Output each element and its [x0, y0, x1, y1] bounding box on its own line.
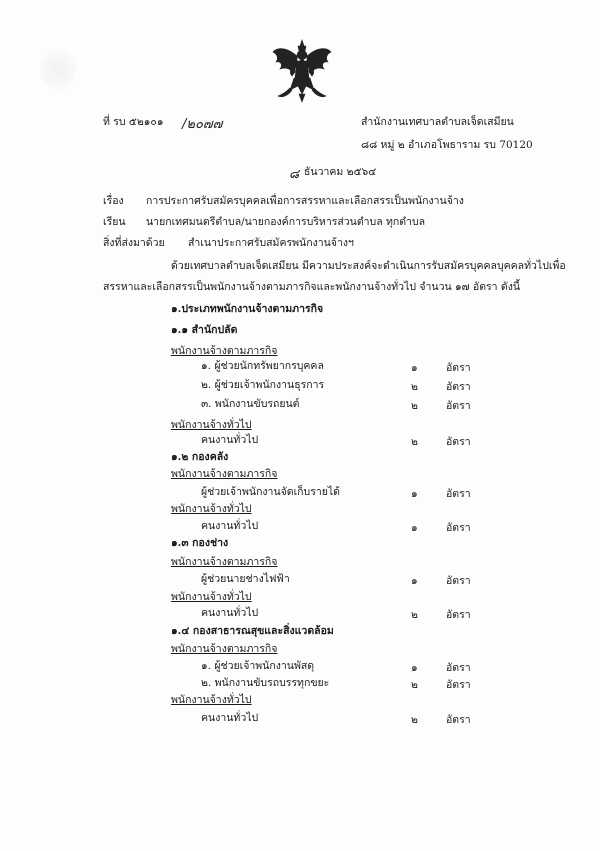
position-unit: อัตรา [446, 436, 471, 448]
position-name: คนงานทั่วไป [201, 607, 259, 619]
division-title: ๑.๒ กองคลัง [171, 451, 229, 463]
position-name: คนงานทั่วไป [201, 520, 259, 532]
position-name: ผู้ช่วยนายช่างไฟฟ้า [201, 573, 290, 585]
reference-number-handwritten: /๒๐๗๗ [182, 117, 223, 132]
group-heading: พนักงานจ้างทั่วไป [171, 503, 252, 515]
position-unit: อัตรา [446, 609, 471, 621]
date-day-handwritten: ๘ [289, 167, 300, 182]
office-name: สำนักงานเทศบาลตำบลเจ็ดเสมียน [361, 116, 514, 128]
group-heading: พนักงานจ้างตามภารกิจ [171, 468, 278, 480]
group-heading: พนักงานจ้างทั่วไป [171, 419, 252, 431]
position-count: ๒ [411, 381, 418, 393]
group-heading: พนักงานจ้างตามภารกิจ [171, 556, 278, 568]
enclosure-label: สิ่งที่ส่งมาด้วย [103, 237, 165, 249]
position-unit: อัตรา [446, 400, 471, 412]
position-unit: อัตรา [446, 488, 471, 500]
garuda-emblem-icon [270, 38, 334, 104]
document-date: ธันวาคม ๒๕๖๔ [304, 166, 377, 178]
position-unit: อัตรา [446, 522, 471, 534]
group-heading: พนักงานจ้างตามภารกิจ [171, 345, 278, 357]
position-count: ๒ [411, 609, 418, 621]
position-count: ๑ [411, 522, 418, 534]
recipient-text: นายกเทศมนตรีตำบล/นายกองค์การบริหารส่วนตำบล ทุกตำบล [146, 216, 426, 228]
office-address: ๘๘ หมู่ ๒ อำเภอโพธาราม รบ 70120 [361, 139, 533, 151]
position-name: ๑. ผู้ช่วยนักทรัพยากรบุคคล [201, 360, 324, 372]
position-unit: อัตรา [446, 575, 471, 587]
position-name: ๒. ผู้ช่วยเจ้าพนักงานธุรการ [201, 379, 325, 391]
position-count: ๑ [411, 662, 418, 674]
recipient-label: เรียน [103, 216, 126, 228]
paper-smudge [40, 50, 76, 90]
body-line-2: สรรหาและเลือกสรรเป็นพนักงานจ้างตามภารกิจและพนักงานจ้างทั่วไป จำนวน ๑๗ อัตรา ดังนี้ [103, 281, 521, 293]
position-name: ๒. พนักงานขับรถบรรทุกขยะ [201, 677, 330, 689]
position-unit: อัตรา [446, 679, 471, 691]
position-name: ผู้ช่วยเจ้าพนักงานจัดเก็บรายได้ [201, 486, 340, 498]
position-count: ๑ [411, 575, 418, 587]
subject-label: เรื่อง [103, 195, 124, 207]
group-heading: พนักงานจ้างตามภารกิจ [171, 643, 278, 655]
position-name: ๑. ผู้ช่วยเจ้าพนักงานพัสดุ [201, 660, 315, 672]
position-unit: อัตรา [446, 362, 471, 374]
position-count: ๒ [411, 679, 418, 691]
position-unit: อัตรา [446, 381, 471, 393]
division-title: ๑.๓ กองช่าง [171, 537, 229, 549]
reference-number: ที่ รบ ๕๒๑๐๑ [103, 116, 164, 128]
division-title: ๑.๔ กองสาธารณสุขและสิ่งแวดล้อม [171, 625, 334, 637]
enclosure-text: สำเนาประกาศรับสมัครพนักงานจ้างฯ [188, 237, 354, 249]
position-name: คนงานทั่วไป [201, 434, 259, 446]
position-name: คนงานทั่วไป [201, 712, 259, 724]
position-count: ๒ [411, 714, 418, 726]
position-count: ๒ [411, 400, 418, 412]
position-count: ๒ [411, 436, 418, 448]
subject-text: การประกาศรับสมัครบุคคลเพื่อการสรรหาและเลือกสรรเป็นพนักงานจ้าง [146, 195, 464, 207]
section-title: ๑.ประเภทพนักงานจ้างตามภารกิจ [171, 303, 324, 315]
group-heading: พนักงานจ้างทั่วไป [171, 694, 252, 706]
position-count: ๑ [411, 362, 418, 374]
division-title: ๑.๑ สำนักปลัด [171, 324, 238, 336]
position-unit: อัตรา [446, 714, 471, 726]
body-line-1: ด้วยเทศบาลตำบลเจ็ดเสมียน มีความประสงค์จะดำเนินการรับสมัครบุคคลบุคคลทั่วไปเพื่อ [171, 260, 566, 272]
position-count: ๑ [411, 488, 418, 500]
position-name: ๓. พนักงานขับรถยนต์ [201, 398, 300, 410]
position-unit: อัตรา [446, 662, 471, 674]
group-heading: พนักงานจ้างทั่วไป [171, 591, 252, 603]
